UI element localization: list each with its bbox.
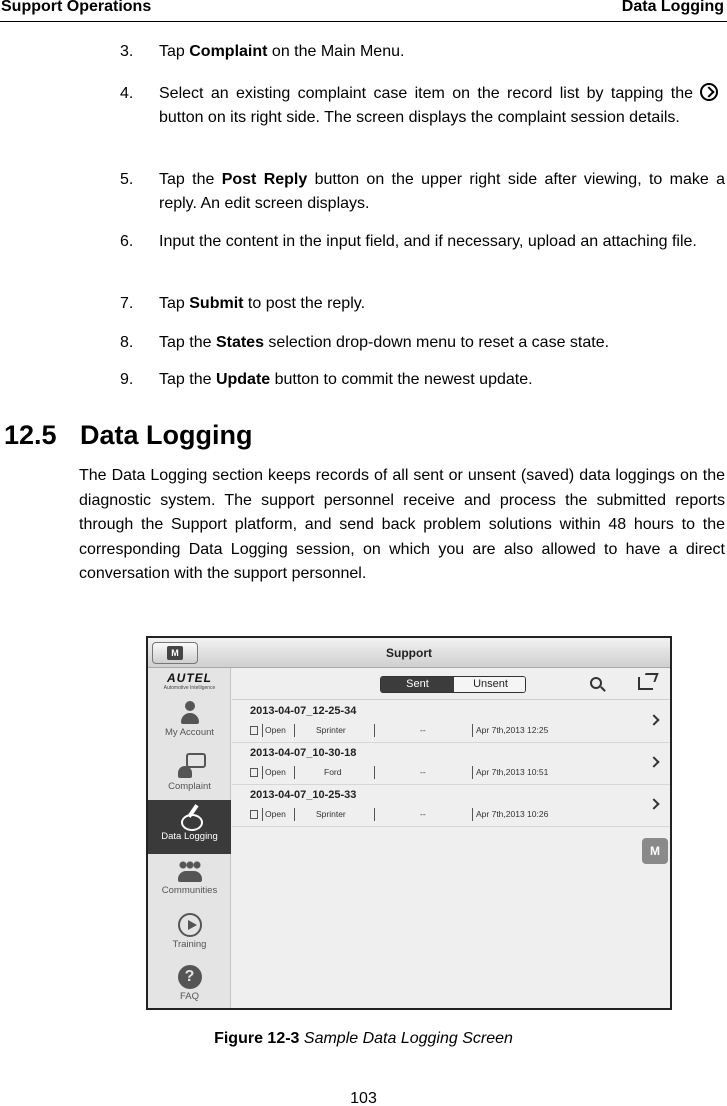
document-icon — [250, 726, 258, 735]
toolbar — [232, 668, 670, 700]
step-9: 9. Tap the Update button to commit the newest update. — [120, 371, 533, 388]
person-icon — [178, 701, 202, 725]
step-7: 7. Tap Submit to post the reply. — [120, 295, 366, 312]
chevron-right-icon[interactable] — [648, 714, 659, 725]
sidebar-item-data-logging[interactable]: Data Logging — [148, 800, 231, 854]
play-icon — [178, 913, 202, 937]
sidebar-item-faq[interactable]: ? FAQ — [148, 960, 231, 1010]
step-6: 6. Input the content in the input field, and if necessary, upload an attaching file. — [120, 233, 697, 250]
document-icon — [250, 810, 258, 819]
tab-unsent[interactable]: Unsent — [454, 677, 526, 692]
autel-logo: AUTEL Automotive Intelligence — [163, 671, 216, 691]
record-row[interactable]: 2013-04-07_12-25-34 Open Sprinter -- Apr 7th,2013 12:25 — [232, 701, 670, 743]
step-8: 8. Tap the States selection drop-down menu to reset a case state. — [120, 334, 610, 351]
step-3: 3. Tap Complaint on the Main Menu. — [120, 43, 405, 60]
chevron-right-icon[interactable] — [648, 798, 659, 809]
document-icon — [250, 768, 258, 777]
m-badge-icon[interactable]: M — [642, 838, 668, 864]
main-panel — [232, 668, 670, 1010]
sidebar-item-communities[interactable]: Communities — [148, 854, 231, 908]
record-row[interactable]: 2013-04-07_10-30-18 Open Ford -- Apr 7th,2013 10:51 — [232, 743, 670, 785]
sent-unsent-toggle — [380, 676, 526, 693]
data-logging-icon — [178, 805, 202, 829]
figure-caption: Figure 12-3 Sample Data Logging Screen — [214, 1030, 513, 1047]
header-section: Support Operations — [1, 0, 152, 15]
step-4: 4. Select an existing complaint case item on the record list by tapping thebutton on its right side. The screen displays the complaint session details. — [120, 82, 725, 130]
sidebar-item-complaint[interactable]: Complaint — [148, 750, 231, 804]
section-paragraph: The Data Logging section keeps records of all sent or unsent (saved) data loggings on the diagnostic system. The support personnel receive and process the submitted reports through the Support platform, and send back problem solutions within 48 hours to the corresponding Data Logging session, on which you are also allowed to have a direct conversation with the support personnel. — [79, 467, 725, 582]
tab-sent[interactable]: Sent — [381, 677, 454, 692]
export-icon[interactable] — [638, 677, 653, 690]
record-row[interactable]: 2013-04-07_10-25-33 Open Sprinter -- Apr 7th,2013 10:26 — [232, 785, 670, 827]
page-number: 103 — [350, 1090, 377, 1106]
section-heading: 12.5 Data Logging — [4, 420, 253, 450]
screen-title: Support — [386, 646, 432, 660]
support-screenshot — [146, 636, 672, 1010]
home-icon: M — [167, 646, 183, 660]
header-chapter: Data Logging — [621, 0, 724, 15]
chevron-right-icon[interactable] — [648, 756, 659, 767]
step-5: 5. Tap the Post Reply button on the upper right side after viewing, to make a reply. An edit screen displays. — [120, 171, 725, 212]
sidebar-item-my-account[interactable]: My Account — [148, 696, 231, 750]
complaint-icon — [178, 755, 202, 779]
sidebar — [148, 668, 231, 1010]
search-icon[interactable] — [590, 677, 602, 689]
sidebar-item-training[interactable]: Training — [148, 908, 231, 962]
page-header — [0, 0, 727, 22]
title-bar — [148, 638, 670, 668]
help-icon: ? — [178, 965, 202, 989]
arrow-circle-icon — [700, 83, 718, 101]
communities-icon — [178, 859, 202, 883]
